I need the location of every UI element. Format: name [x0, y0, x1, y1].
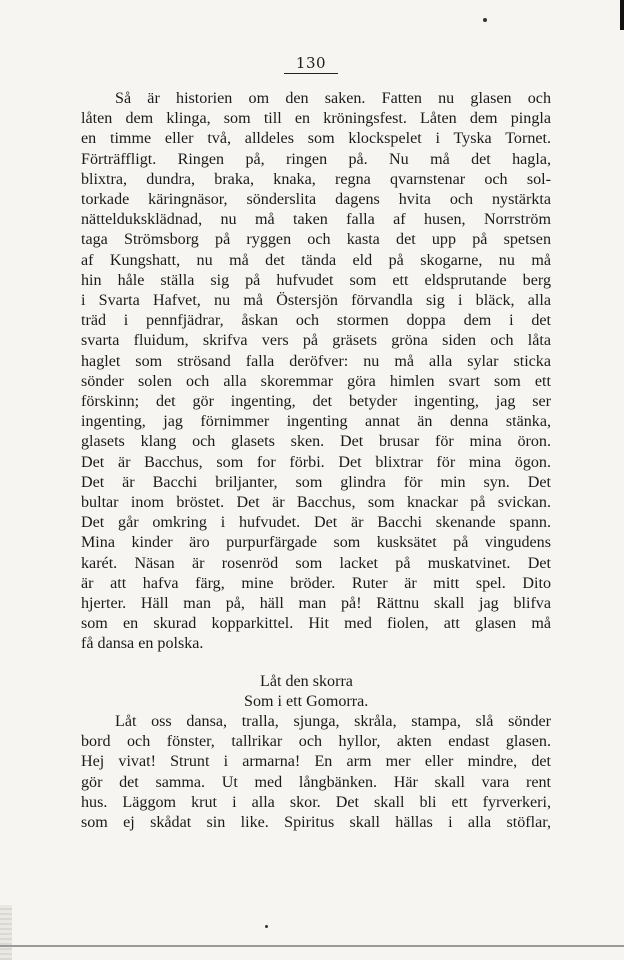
- text-line: Hej vivat! Strunt i armarna! En arm mer eller mindre, det: [81, 753, 551, 771]
- text-line: bord och fönster, tallrikar och hyllor, akten endast glasen.: [81, 733, 551, 751]
- text-line: bultar inom bröstet. Det är Bacchus, som knackar på svickan.: [81, 494, 551, 512]
- text-line: som ej skådat sin like. Spiritus skall hällas i alla stöflar,: [81, 814, 551, 832]
- text-line: ingenting, jag förnimmer ingenting annat än denna stänka,: [81, 413, 551, 431]
- scan-edge: [0, 905, 12, 960]
- page-number: 130: [295, 54, 327, 72]
- text-line: Mina kinder äro purpurfärgade som kusksätet på vingudens: [81, 534, 551, 552]
- text-line: gör det samma. Ut med långbänken. Här skall vara rent: [81, 773, 551, 791]
- text-line: en timme eller två, alldeles som klockspelet i Tyska Tornet.: [81, 130, 551, 148]
- verse-line: Som i ett Gomorra.: [244, 693, 369, 711]
- text-line: haglet som strösand falla deröfver: nu må alla sylar sticka: [81, 352, 551, 370]
- text-line: Det går omkring i hufvudet. Det är Bacchi skenande spann.: [81, 514, 551, 532]
- text-line: låten dem klinga, som till en kröningsfest. Låten dem pingla: [81, 110, 551, 128]
- text-line: Det är Bacchi briljanter, som glindra för min syn. Det: [81, 473, 551, 491]
- verse: [244, 672, 368, 712]
- text-line: är att hafva färg, mine bröder. Ruter är mitt spel. Dito: [81, 574, 551, 592]
- text-line: Det är Bacchus, som for förbi. Det blixtrar för mina ögon.: [81, 453, 551, 471]
- ink-speck: [483, 18, 487, 22]
- text-line: som en skurad kopparkittel. Hit med fiolen, att glasen må: [81, 615, 551, 633]
- text-line: nättelduksklädnad, nu må taken falla af husen, Norrström: [81, 211, 551, 229]
- text-line: af Kungshatt, nu må det tända eld på skogarne, nu må: [81, 251, 551, 269]
- text-line: hin håle ställa sig på hufvudet som ett eldsprutande berg: [81, 271, 551, 289]
- text-line: Så är historien om den saken. Fatten nu glasen och: [115, 90, 551, 107]
- text-line: torkade käringnäsor, sönderslita dagens hvita och nystärkta: [81, 191, 551, 209]
- text-line: förskinn; det gör ingenting, det betyder ingenting, jag ser: [81, 393, 551, 411]
- paragraph-2: [81, 712, 551, 833]
- scan-edge-mark: [620, 0, 624, 30]
- text-line: karét. Näsan är rosenröd som lacket på muskatvinet. Det: [81, 554, 551, 572]
- text-line: träd i pennfjädrar, åskan och stormen doppa dem i det: [81, 312, 551, 330]
- text-line: Förträffligt. Ringen på, ringen på. Nu må det hagla,: [81, 150, 551, 168]
- paragraph-1: [81, 89, 551, 655]
- text-line: hus. Läggom krut i alla skor. Det skall bli ett fyrverkeri,: [81, 793, 551, 811]
- page-number-rule: [284, 73, 338, 74]
- text-line: glasets klang och glasets sken. Det brusar för mina öron.: [81, 433, 551, 451]
- text-line: sönder solen och alla skoremmar göra himlen svart som ett: [81, 372, 551, 390]
- ink-speck: [265, 925, 268, 928]
- verse-line: Låt den skorra: [260, 673, 353, 690]
- text-line: hjerter. Häll man på, häll man på! Rättnu skall jag blifva: [81, 595, 551, 613]
- text-line: Låt oss dansa, tralla, sjunga, skråla, stampa, slå sönder: [115, 713, 551, 730]
- text-line: blixtra, dundra, braka, knaka, regna qvarnstenar och sol-: [81, 170, 551, 188]
- scan-bottom-rule: [0, 945, 624, 947]
- text-line: svarta fluidum, skrifva vers på gräsets gröna siden och låta: [81, 332, 551, 350]
- text-line: i Svarta Hafvet, nu må Östersjön förvandla sig i bläck, alla: [81, 292, 551, 310]
- text-line: få dansa en polska.: [81, 635, 204, 653]
- text-line: taga Strömsborg på ryggen och kasta det upp på spetsen: [81, 231, 551, 249]
